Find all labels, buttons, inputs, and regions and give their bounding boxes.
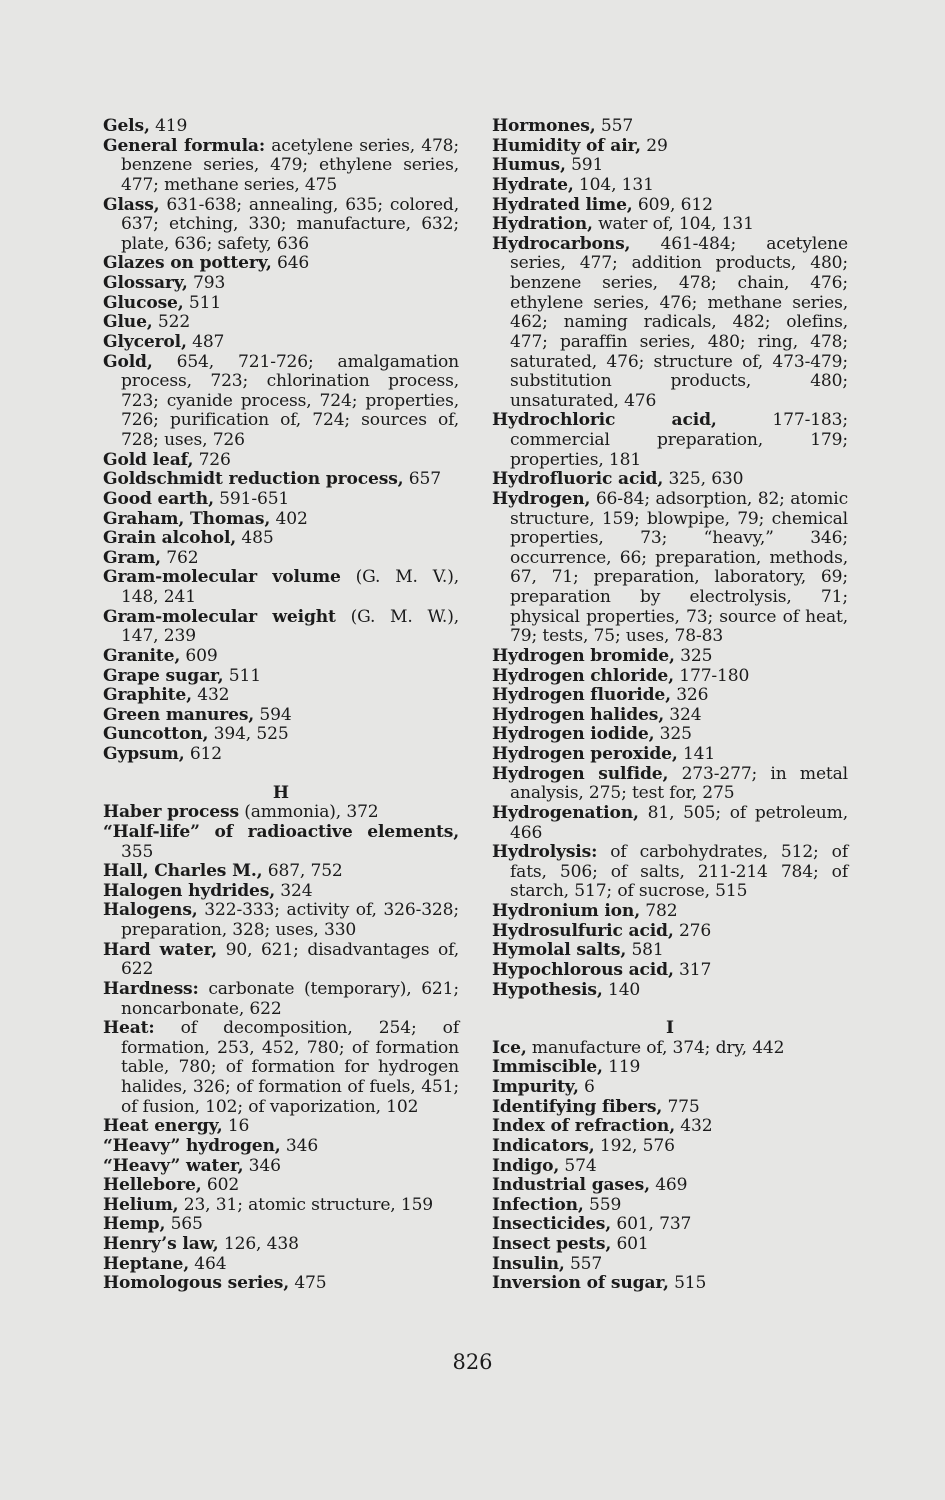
- index-term: Insulin,: [492, 1253, 565, 1274]
- index-term: Hydrated lime,: [492, 194, 633, 215]
- index-page-refs: 559: [583, 1194, 622, 1215]
- index-page-refs: 654, 721-726; amalgamation process, 723; chlorination process, 723; cyanide process, 724; properties, 726; purification of, 724; sources of, 728; uses, 726: [121, 351, 459, 450]
- index-term: Henry’s law,: [103, 1234, 219, 1254]
- index-entry: [492, 196, 848, 216]
- index-term: Hardness:: [103, 978, 199, 999]
- index-term: Halogens,: [103, 900, 198, 921]
- index-term: Indigo,: [492, 1155, 560, 1176]
- index-section-h: [103, 803, 459, 1294]
- index-page-refs: 487: [186, 331, 225, 352]
- index-entry: [103, 333, 459, 353]
- index-term: Immiscible,: [492, 1057, 603, 1078]
- index-page-refs: (G. M. W.), 147, 239: [121, 606, 459, 647]
- index-term: Grape sugar,: [103, 665, 224, 686]
- index-term: Glue,: [103, 312, 153, 333]
- index-entry: [492, 1157, 848, 1177]
- index-term: Gold leaf,: [103, 449, 194, 470]
- index-term: Hydrolysis:: [492, 842, 598, 863]
- index-term: Green manures,: [103, 704, 255, 725]
- index-entry: [492, 981, 848, 1001]
- index-page-refs: 475: [289, 1273, 327, 1294]
- index-entry: [103, 1137, 459, 1157]
- index-term: Hemp,: [103, 1214, 166, 1235]
- index-page-refs: 6: [578, 1077, 595, 1097]
- index-entry: [103, 647, 459, 667]
- index-term: Hymolal salts,: [492, 940, 627, 961]
- index-page-refs: 66-84; adsorption, 82; atomic structure, 159; blowpipe, 79; chemical properties, 73; “heavy,” 346; occurrence, 66; preparation, methods, 67, 71; preparation, laboratory, 69; preparation by electrolysis, 71; physical properties, 73; source of heat, 79; tests, 75; uses, 78-83: [510, 488, 848, 647]
- index-term: Hydrogen peroxide,: [492, 744, 678, 764]
- index-entry: [103, 901, 459, 940]
- index-term: Ice,: [492, 1037, 527, 1058]
- index-page-refs: 522: [152, 312, 191, 333]
- index-term: Grain alcohol,: [103, 528, 237, 549]
- index-page-refs: 594: [254, 704, 292, 725]
- index-page-refs: 119: [602, 1057, 641, 1078]
- index-page-refs: 601: [611, 1234, 649, 1254]
- index-page-refs: 581: [626, 940, 664, 961]
- index-entry: [103, 1274, 459, 1294]
- index-page-refs: 326: [670, 685, 709, 706]
- index-term: Graham, Thomas,: [103, 508, 271, 529]
- index-page-refs: (G. M. V.), 148, 241: [121, 567, 459, 607]
- index-page-refs: 322-333; activity of, 326-328; preparation, 328; uses, 330: [121, 900, 459, 940]
- index-entry: [103, 1157, 459, 1177]
- index-term: Hard water,: [103, 939, 218, 960]
- index-entry: [492, 1215, 848, 1235]
- index-entry: [103, 353, 459, 451]
- index-entry: [103, 1019, 459, 1117]
- index-term: Graphite,: [103, 685, 192, 706]
- index-entry: [492, 117, 848, 137]
- index-page-refs: 485: [236, 528, 274, 549]
- index-term: Gram,: [103, 547, 161, 568]
- index-entry: [492, 1098, 848, 1118]
- index-entry: [103, 1215, 459, 1235]
- index-page-refs: 464: [189, 1253, 227, 1274]
- index-page-refs: 419: [149, 116, 188, 136]
- index-term: Gels,: [103, 116, 150, 136]
- index-entry: [492, 941, 848, 961]
- index-entry: [103, 1176, 459, 1196]
- index-page-refs: 432: [191, 685, 230, 706]
- index-page-refs: 557: [564, 1253, 603, 1274]
- index-term: Identifying fibers,: [492, 1096, 663, 1117]
- index-entry: [492, 1117, 848, 1137]
- index-entry: [492, 1078, 848, 1098]
- index-entry: [103, 117, 459, 137]
- index-term: Gold,: [103, 351, 153, 372]
- index-term: Gram-molecular volume: [103, 567, 341, 588]
- index-term: Hydrocarbons,: [492, 233, 631, 254]
- index-page-refs: 346: [243, 1155, 281, 1176]
- index-section-h-continued: [492, 117, 848, 1000]
- index-entry: [492, 1039, 848, 1059]
- index-term: “Heavy” hydrogen,: [103, 1135, 281, 1156]
- index-page-refs: 81, 505; of petroleum, 466: [510, 802, 848, 843]
- index-term: Hydrogenation,: [492, 802, 639, 823]
- index-term: Index of refraction,: [492, 1116, 675, 1137]
- index-entry: [103, 980, 459, 1019]
- index-term: Glucose,: [103, 292, 184, 313]
- index-entry: [103, 451, 459, 471]
- index-term: Humidity of air,: [492, 135, 641, 156]
- index-term: Inversion of sugar,: [492, 1273, 669, 1294]
- index-term: Hydrosulfuric acid,: [492, 920, 674, 941]
- index-page-refs: 601, 737: [611, 1214, 692, 1235]
- index-entry: [492, 686, 848, 706]
- index-page-refs: acetylene series, 478; benzene series, 479; ethylene series, 477; methane series, 475: [121, 135, 460, 195]
- index-term: Hydrogen sulfide,: [492, 763, 669, 784]
- index-page-refs: 177-180: [673, 665, 750, 686]
- index-page-refs: 355: [121, 841, 154, 862]
- index-term: Granite,: [103, 645, 181, 666]
- index-page-refs: 325: [654, 724, 692, 745]
- index-entry: [103, 1117, 459, 1137]
- index-term: Goldschmidt reduction process,: [103, 469, 404, 490]
- index-entry: [492, 1137, 848, 1157]
- index-entry: [492, 1196, 848, 1216]
- index-term: Industrial gases,: [492, 1175, 650, 1196]
- index-page-refs: 402: [270, 508, 308, 529]
- index-page-refs: 687, 752: [262, 861, 343, 882]
- index-page-refs: manufacture of, 374; dry, 442: [526, 1037, 785, 1058]
- index-entry: [492, 411, 848, 470]
- index-entry: [103, 1196, 459, 1216]
- index-entry: [492, 1235, 848, 1255]
- index-page-refs: 591-651: [213, 488, 290, 509]
- index-term: Humus,: [492, 155, 566, 176]
- index-page-refs: 140: [602, 979, 641, 1000]
- index-term: “Heavy” water,: [103, 1155, 244, 1176]
- index-page-refs: (ammonia), 372: [238, 802, 379, 823]
- index-page-refs: 192, 576: [594, 1135, 675, 1156]
- index-entry: [103, 294, 459, 314]
- index-page-refs: 273-277; in metal analysis, 275; test for, 275: [510, 763, 848, 804]
- index-term: Hydration,: [492, 214, 593, 235]
- index-entry: [492, 647, 848, 667]
- index-term: Hydrogen bromide,: [492, 645, 675, 666]
- index-term: Hydrochloric acid,: [492, 410, 717, 431]
- index-entry: [103, 196, 459, 255]
- index-term: “Half-life” of radioactive elements,: [103, 821, 459, 842]
- index-section-g: [103, 117, 459, 765]
- index-page-refs: 609, 612: [632, 194, 713, 215]
- index-page-refs: 23, 31; atomic structure, 159: [178, 1194, 434, 1215]
- index-entry: [103, 706, 459, 726]
- index-term: Halogen hydrides,: [103, 880, 275, 901]
- index-term: Glycerol,: [103, 331, 187, 352]
- index-entry: [492, 156, 848, 176]
- index-entry: [492, 1176, 848, 1196]
- index-entry: [103, 313, 459, 333]
- index-entry: [492, 843, 848, 902]
- letter-heading-h: H: [272, 782, 290, 803]
- page-number: 826: [452, 1350, 493, 1374]
- index-term: Homologous series,: [103, 1273, 290, 1294]
- index-entry: [103, 941, 459, 980]
- index-page-refs: 432: [675, 1116, 713, 1137]
- index-page-refs: 657: [403, 469, 441, 490]
- index-entry: [103, 274, 459, 294]
- index-term: Guncotton,: [103, 724, 209, 745]
- index-page-refs: 324: [664, 704, 702, 725]
- index-page-refs: 793: [187, 273, 226, 293]
- index-term: Good earth,: [103, 488, 214, 509]
- index-term: Glazes on pottery,: [103, 253, 272, 274]
- index-entry: [103, 725, 459, 745]
- index-entry: [492, 1058, 848, 1078]
- left-column: [103, 117, 459, 1294]
- index-term: Haber process: [103, 802, 239, 823]
- index-page-refs: 90, 621; disadvantages of, 622: [121, 939, 459, 980]
- index-entry: [492, 1274, 848, 1294]
- index-page-refs: 276: [673, 920, 712, 941]
- index-page-refs: 775: [662, 1096, 700, 1117]
- index-page-refs: 762: [160, 547, 199, 568]
- index-entry: [492, 667, 848, 687]
- index-term: Gypsum,: [103, 744, 185, 764]
- index-term: Insect pests,: [492, 1234, 612, 1254]
- index-page-refs: 461-484; acetylene series, 477; addition products, 480; benzene series, 478; chain, 476; ethylene series, 476; methane series, 462; naming radicals, 482; olefins, 477; paraffin series, 480; ring, 478; saturated, 476; structure of, 473-479; substitution products, 480; unsaturated, 476: [510, 233, 848, 411]
- index-term: Hypothesis,: [492, 979, 603, 1000]
- index-page-refs: 609: [180, 645, 218, 666]
- index-entry: [103, 490, 459, 510]
- index-term: Glass,: [103, 194, 160, 215]
- index-page-refs: carbonate (temporary), 621; noncarbonate, 622: [121, 978, 459, 1019]
- index-entry: [103, 470, 459, 490]
- index-page-refs: 126, 438: [218, 1234, 299, 1254]
- index-page-refs: 141: [677, 744, 716, 764]
- index-entry: [103, 529, 459, 549]
- index-entry: [492, 902, 848, 922]
- index-entry: [492, 470, 848, 490]
- index-page-refs: 574: [559, 1155, 597, 1176]
- index-entry: [103, 549, 459, 569]
- index-entry: [103, 1235, 459, 1255]
- index-page-refs: 324: [275, 880, 313, 901]
- index-entry: [103, 137, 459, 196]
- index-page-refs: 469: [649, 1175, 688, 1196]
- index-page-refs: 317: [673, 959, 712, 980]
- index-entry: [103, 882, 459, 902]
- index-page-refs: 511: [183, 292, 222, 313]
- index-term: Hydrogen halides,: [492, 704, 664, 725]
- index-term: Gram-molecular weight: [103, 606, 336, 627]
- index-term: Hall, Charles M.,: [103, 861, 263, 882]
- index-page-refs: 612: [184, 744, 222, 764]
- index-page-refs: 631-638; annealing, 635; colored, 637; etching, 330; manufacture, 632; plate, 636; safety, 636: [121, 194, 459, 254]
- index-term: Hydrogen iodide,: [492, 724, 655, 745]
- index-entry: [492, 922, 848, 942]
- index-entry: [103, 745, 459, 765]
- index-entry: [492, 490, 848, 647]
- index-term: General formula:: [103, 135, 265, 156]
- index-entry: [492, 725, 848, 745]
- index-page-refs: 325: [674, 645, 713, 666]
- index-page-refs: of decomposition, 254; of formation, 253, 452, 780; of formation table, 780; of formation for hydrogen halides, 326; of formation of fuels, 451; of fusion, 102; of vaporization, 102: [121, 1018, 459, 1117]
- index-page-refs: 782: [640, 901, 678, 921]
- index-term: Infection,: [492, 1194, 584, 1215]
- index-entry: [492, 706, 848, 726]
- index-page-refs: 177-183; commercial preparation, 179; properties, 181: [510, 410, 848, 470]
- index-entry: [103, 803, 459, 823]
- index-page-refs: water of, 104, 131: [592, 214, 754, 235]
- index-entry: [492, 961, 848, 981]
- index-page-refs: 511: [223, 665, 261, 686]
- index-page-refs: 646: [271, 253, 310, 274]
- index-term: Hypochlorous acid,: [492, 959, 674, 980]
- index-section-i: [492, 1039, 848, 1294]
- index-term: Hydrogen fluoride,: [492, 685, 671, 706]
- index-page-refs: 557: [595, 116, 634, 136]
- index-entry: [103, 862, 459, 882]
- index-term: Impurity,: [492, 1077, 579, 1097]
- index-term: Insecticides,: [492, 1214, 612, 1235]
- index-term: Hormones,: [492, 116, 596, 136]
- index-term: Glossary,: [103, 273, 188, 293]
- index-entry: [492, 176, 848, 196]
- index-entry: [492, 745, 848, 765]
- index-term: Hydrogen,: [492, 488, 591, 509]
- index-term: Hydrogen chloride,: [492, 665, 674, 686]
- index-entry: [492, 235, 848, 412]
- index-entry: [103, 667, 459, 687]
- index-entry: [492, 215, 848, 235]
- index-page-refs: 104, 131: [573, 174, 654, 195]
- index-entry: [103, 686, 459, 706]
- index-entry: [103, 1255, 459, 1275]
- index-page-refs: 565: [165, 1214, 203, 1235]
- index-term: Heptane,: [103, 1253, 190, 1274]
- index-term: Hydronium ion,: [492, 901, 641, 921]
- index-page-refs: 602: [201, 1175, 240, 1196]
- index-page-refs: 515: [668, 1273, 707, 1294]
- index-term: Hellebore,: [103, 1175, 202, 1196]
- index-page-refs: 394, 525: [208, 724, 289, 745]
- index-page-refs: 726: [193, 449, 231, 470]
- index-entry: [492, 765, 848, 804]
- index-term: Hydrofluoric acid,: [492, 469, 664, 490]
- index-entry: [492, 804, 848, 843]
- letter-heading-i: I: [666, 1018, 674, 1039]
- index-entry: [103, 823, 459, 862]
- index-page-refs: 16: [222, 1116, 250, 1137]
- index-entry: [103, 510, 459, 530]
- index-entry: [492, 137, 848, 157]
- index-entry: [103, 568, 459, 607]
- index-entry: [103, 608, 459, 647]
- index-page-refs: 346: [280, 1135, 319, 1156]
- index-page-refs: of carbohydrates, 512; of fats, 506; of salts, 211-214 784; of starch, 517; of sucrose, 515: [510, 842, 848, 902]
- index-page-refs: 325, 630: [663, 469, 744, 490]
- index-page-refs: 29: [640, 135, 668, 156]
- right-column: [492, 117, 848, 1294]
- index-term: Indicators,: [492, 1135, 595, 1156]
- index-term: Heat:: [103, 1018, 155, 1039]
- index-entry: [103, 254, 459, 274]
- index-entry: [492, 1255, 848, 1275]
- index-term: Heat energy,: [103, 1116, 223, 1137]
- index-term: Helium,: [103, 1194, 179, 1215]
- index-term: Hydrate,: [492, 174, 574, 195]
- index-page-refs: 591: [565, 155, 604, 176]
